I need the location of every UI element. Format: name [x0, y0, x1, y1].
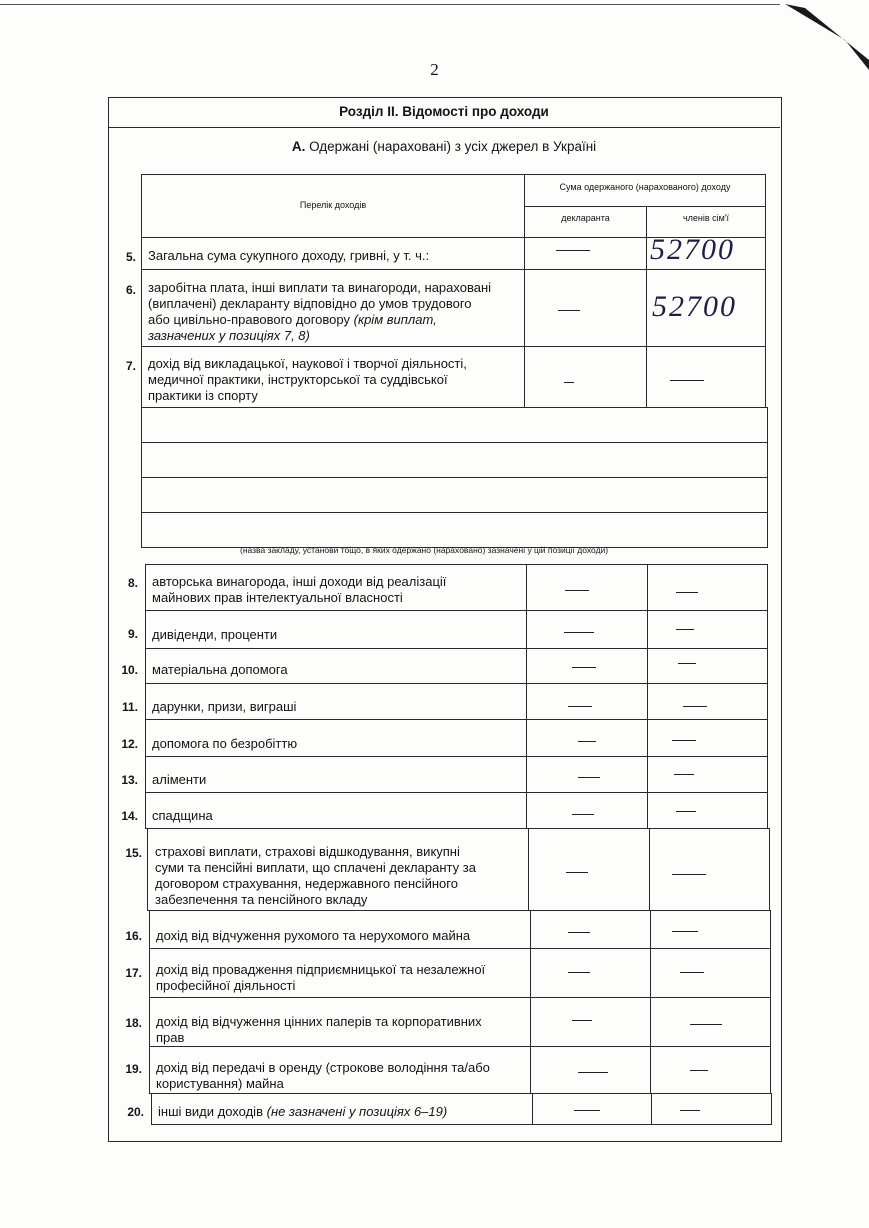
row-17-declarant-cell: [530, 948, 651, 998]
row-7-number: 7.: [125, 359, 136, 373]
row-16-family-dash: [672, 931, 698, 932]
row-8-line-2: майнових прав інтелектуальної власності: [152, 590, 403, 605]
row-6-line-2: (виплачені) декларанту відповідно до умов трудового: [148, 296, 472, 311]
row-20-family-cell: [651, 1093, 772, 1125]
row-7-blank-line-2: [141, 442, 768, 478]
row-20-family-dash: [680, 1110, 700, 1111]
row-6-text: [148, 280, 518, 344]
row-20-text-a: інші види доходів: [158, 1104, 263, 1119]
page-number: 2: [430, 60, 439, 79]
subsection-letter: А.: [291, 139, 306, 154]
row-6-line-4: зазначених у позиціях 7, 8): [148, 328, 310, 343]
row-7-line-1: дохід від викладацької, наукової і творчої діяльності,: [148, 356, 467, 371]
row-7-line-2: медичної практики, інструкторської та суддівської: [148, 372, 448, 387]
row-12-declarant-cell: [526, 719, 648, 757]
row-16-number: 16.: [125, 929, 142, 943]
row-18-declarant-dash: [572, 1020, 592, 1021]
row-19-family-cell: [650, 1046, 771, 1094]
row-15-number: 15.: [125, 846, 142, 860]
row-15-text: [155, 844, 525, 908]
row-12-text: допомога по безробіттю: [152, 736, 298, 751]
row-20-declarant-cell: [532, 1093, 652, 1125]
scan-edge-line: [0, 4, 780, 5]
header-declarant-label: декларанта: [561, 213, 610, 223]
row-16-family-cell: [650, 910, 771, 949]
row-15-family-dash: [672, 874, 706, 875]
row-10-declarant-dash: [572, 667, 596, 668]
row-11-text: дарунки, призи, виграші: [152, 699, 297, 714]
row-17-declarant-dash: [568, 972, 590, 973]
row-11-declarant-cell: [526, 683, 648, 720]
row-7-blank-line-1: [141, 407, 768, 443]
row-14-declarant-dash: [572, 814, 594, 815]
row-18-line-1: дохід від відчуження цінних паперів та корпоративних: [156, 1014, 482, 1029]
row-6-line-1: заробітна плата, інші виплати та винагороди, нараховані: [148, 280, 492, 295]
row-6-family-value: 52700: [652, 290, 737, 323]
row-18-number: 18.: [125, 1016, 142, 1030]
row-5-declarant-cell: [524, 237, 647, 270]
row-6-line-3: [148, 312, 518, 328]
row-10-declarant-cell: [526, 648, 648, 684]
row-7-blank-line-3: [141, 477, 768, 513]
row-8-declarant-dash: [565, 590, 589, 591]
row-15-line-2: суми та пенсійні виплати, що сплачені декларанту за: [155, 860, 476, 875]
row-14-text: спадщина: [152, 808, 213, 823]
row-13-family-dash: [674, 774, 694, 775]
row-15-declarant-cell: [528, 828, 650, 911]
row-16-declarant-dash: [568, 932, 590, 933]
row-11-declarant-dash: [568, 706, 592, 707]
header-list-label: Перелік доходів: [299, 200, 367, 210]
row-7-family-cell: [646, 346, 766, 408]
row-7-family-dash: [670, 380, 704, 381]
row-13-text: аліменти: [152, 772, 207, 787]
row-14-family-dash: [676, 811, 696, 812]
row-14-family-cell: [647, 792, 768, 829]
row-6-line-3b: (крім виплат,: [353, 312, 437, 327]
row-19-line-1: дохід від передачі в оренду (строкове володіння та/або: [156, 1060, 490, 1075]
row-19-text: [156, 1060, 526, 1092]
row-12-family-dash: [672, 740, 696, 741]
row-8-text: [152, 574, 522, 606]
row-17-text: [156, 962, 526, 994]
row-7-declarant-cell: [524, 346, 647, 408]
row-10-family-dash: [678, 663, 696, 664]
row-20-number: 20.: [127, 1105, 144, 1119]
row-7-blank-line-4: [141, 512, 768, 548]
row-5-text: Загальна сума сукупного доходу, гривні, у т. ч.:: [148, 248, 430, 263]
row-6-line-3a: або цивільно-правового договору: [148, 312, 350, 327]
row-15-line-4: забезпечення та пенсійного вкладу: [155, 892, 368, 907]
row-18-family-cell: [650, 997, 771, 1047]
row-6-declarant-dash: [558, 310, 580, 311]
row-17-family-dash: [680, 972, 704, 973]
row-18-declarant-cell: [530, 997, 651, 1047]
row-7-text: [148, 356, 518, 404]
row-9-family-dash: [676, 629, 694, 630]
row-9-text: дивіденди, проценти: [152, 627, 278, 642]
header-sum-label: Сума одержаного (нарахованого) доходу: [559, 182, 731, 192]
row-6-number: 6.: [125, 283, 136, 297]
row-18-text: [156, 1014, 526, 1046]
section-title: Розділ II. Відомості про доходи: [108, 97, 780, 128]
row-19-line-2: користування) майна: [156, 1076, 284, 1091]
row-13-number: 13.: [121, 773, 138, 787]
row-16-declarant-cell: [530, 910, 651, 949]
row-5-family-value: 52700: [650, 233, 735, 266]
row-5-number: 5.: [125, 250, 136, 264]
row-8-family-dash: [676, 592, 698, 593]
row-17-line-1: дохід від провадження підприємницької та незалежної: [156, 962, 486, 977]
row-15-family-cell: [649, 828, 770, 911]
row-19-declarant-dash: [578, 1072, 608, 1073]
row-9-declarant-dash: [564, 632, 594, 633]
row-11-family-dash: [683, 706, 707, 707]
row-9-declarant-cell: [526, 610, 648, 649]
row-13-family-cell: [647, 756, 768, 793]
row-15-line-3: договором страхування, недержавного пенсійного: [155, 876, 458, 891]
row-7-declarant-dash: [564, 382, 574, 383]
row-17-number: 17.: [125, 966, 142, 980]
row-15-declarant-dash: [566, 872, 588, 873]
row-12-declarant-dash: [578, 741, 596, 742]
row-8-line-1: авторська винагорода, інші доходи від реалізації: [152, 574, 447, 589]
row-9-number: 9.: [127, 627, 138, 641]
subsection-title: [108, 139, 780, 154]
row-10-number: 10.: [121, 663, 138, 677]
row-14-declarant-cell: [526, 792, 648, 829]
row-19-number: 19.: [125, 1062, 142, 1076]
subsection-text: Одержані (нараховані) з усіх джерел в Україні: [309, 139, 597, 154]
row-10-family-cell: [647, 648, 768, 684]
row-17-line-2: професійної діяльності: [156, 978, 296, 993]
row-15-line-1: страхові виплати, страхові відшкодування, викупні: [155, 844, 460, 859]
row-13-declarant-dash: [578, 777, 600, 778]
row-18-line-2: прав: [156, 1030, 185, 1045]
row-8-family-cell: [647, 564, 768, 611]
row-8-declarant-cell: [526, 564, 648, 611]
row-20-declarant-dash: [574, 1110, 600, 1111]
row-13-declarant-cell: [526, 756, 648, 793]
row-7-line-3: практики із спорту: [148, 388, 258, 403]
row-7-note: (назва закладу, установи тощо, в яких одержано (нараховано) зазначені у цій позиції доходи): [240, 545, 609, 555]
row-12-family-cell: [647, 719, 768, 757]
row-9-family-cell: [647, 610, 768, 649]
row-20-text: [158, 1104, 447, 1120]
row-17-family-cell: [650, 948, 771, 998]
row-19-family-dash: [690, 1070, 708, 1071]
row-11-number: 11.: [121, 700, 138, 714]
row-19-declarant-cell: [530, 1046, 651, 1094]
row-12-number: 12.: [121, 737, 138, 751]
row-8-number: 8.: [127, 576, 138, 590]
row-11-family-cell: [647, 683, 768, 720]
row-16-text: дохід від відчуження рухомого та нерухомого майна: [156, 928, 471, 943]
row-5-declarant-dash: [556, 250, 590, 251]
row-10-text: матеріальна допомога: [152, 662, 288, 677]
header-family-label: членів сім'ї: [682, 213, 730, 223]
row-18-family-dash: [690, 1024, 722, 1025]
row-14-number: 14.: [121, 809, 138, 823]
row-20-text-b: (не зазначені у позиціях 6–19): [266, 1104, 448, 1119]
row-6-declarant-cell: [524, 269, 647, 347]
